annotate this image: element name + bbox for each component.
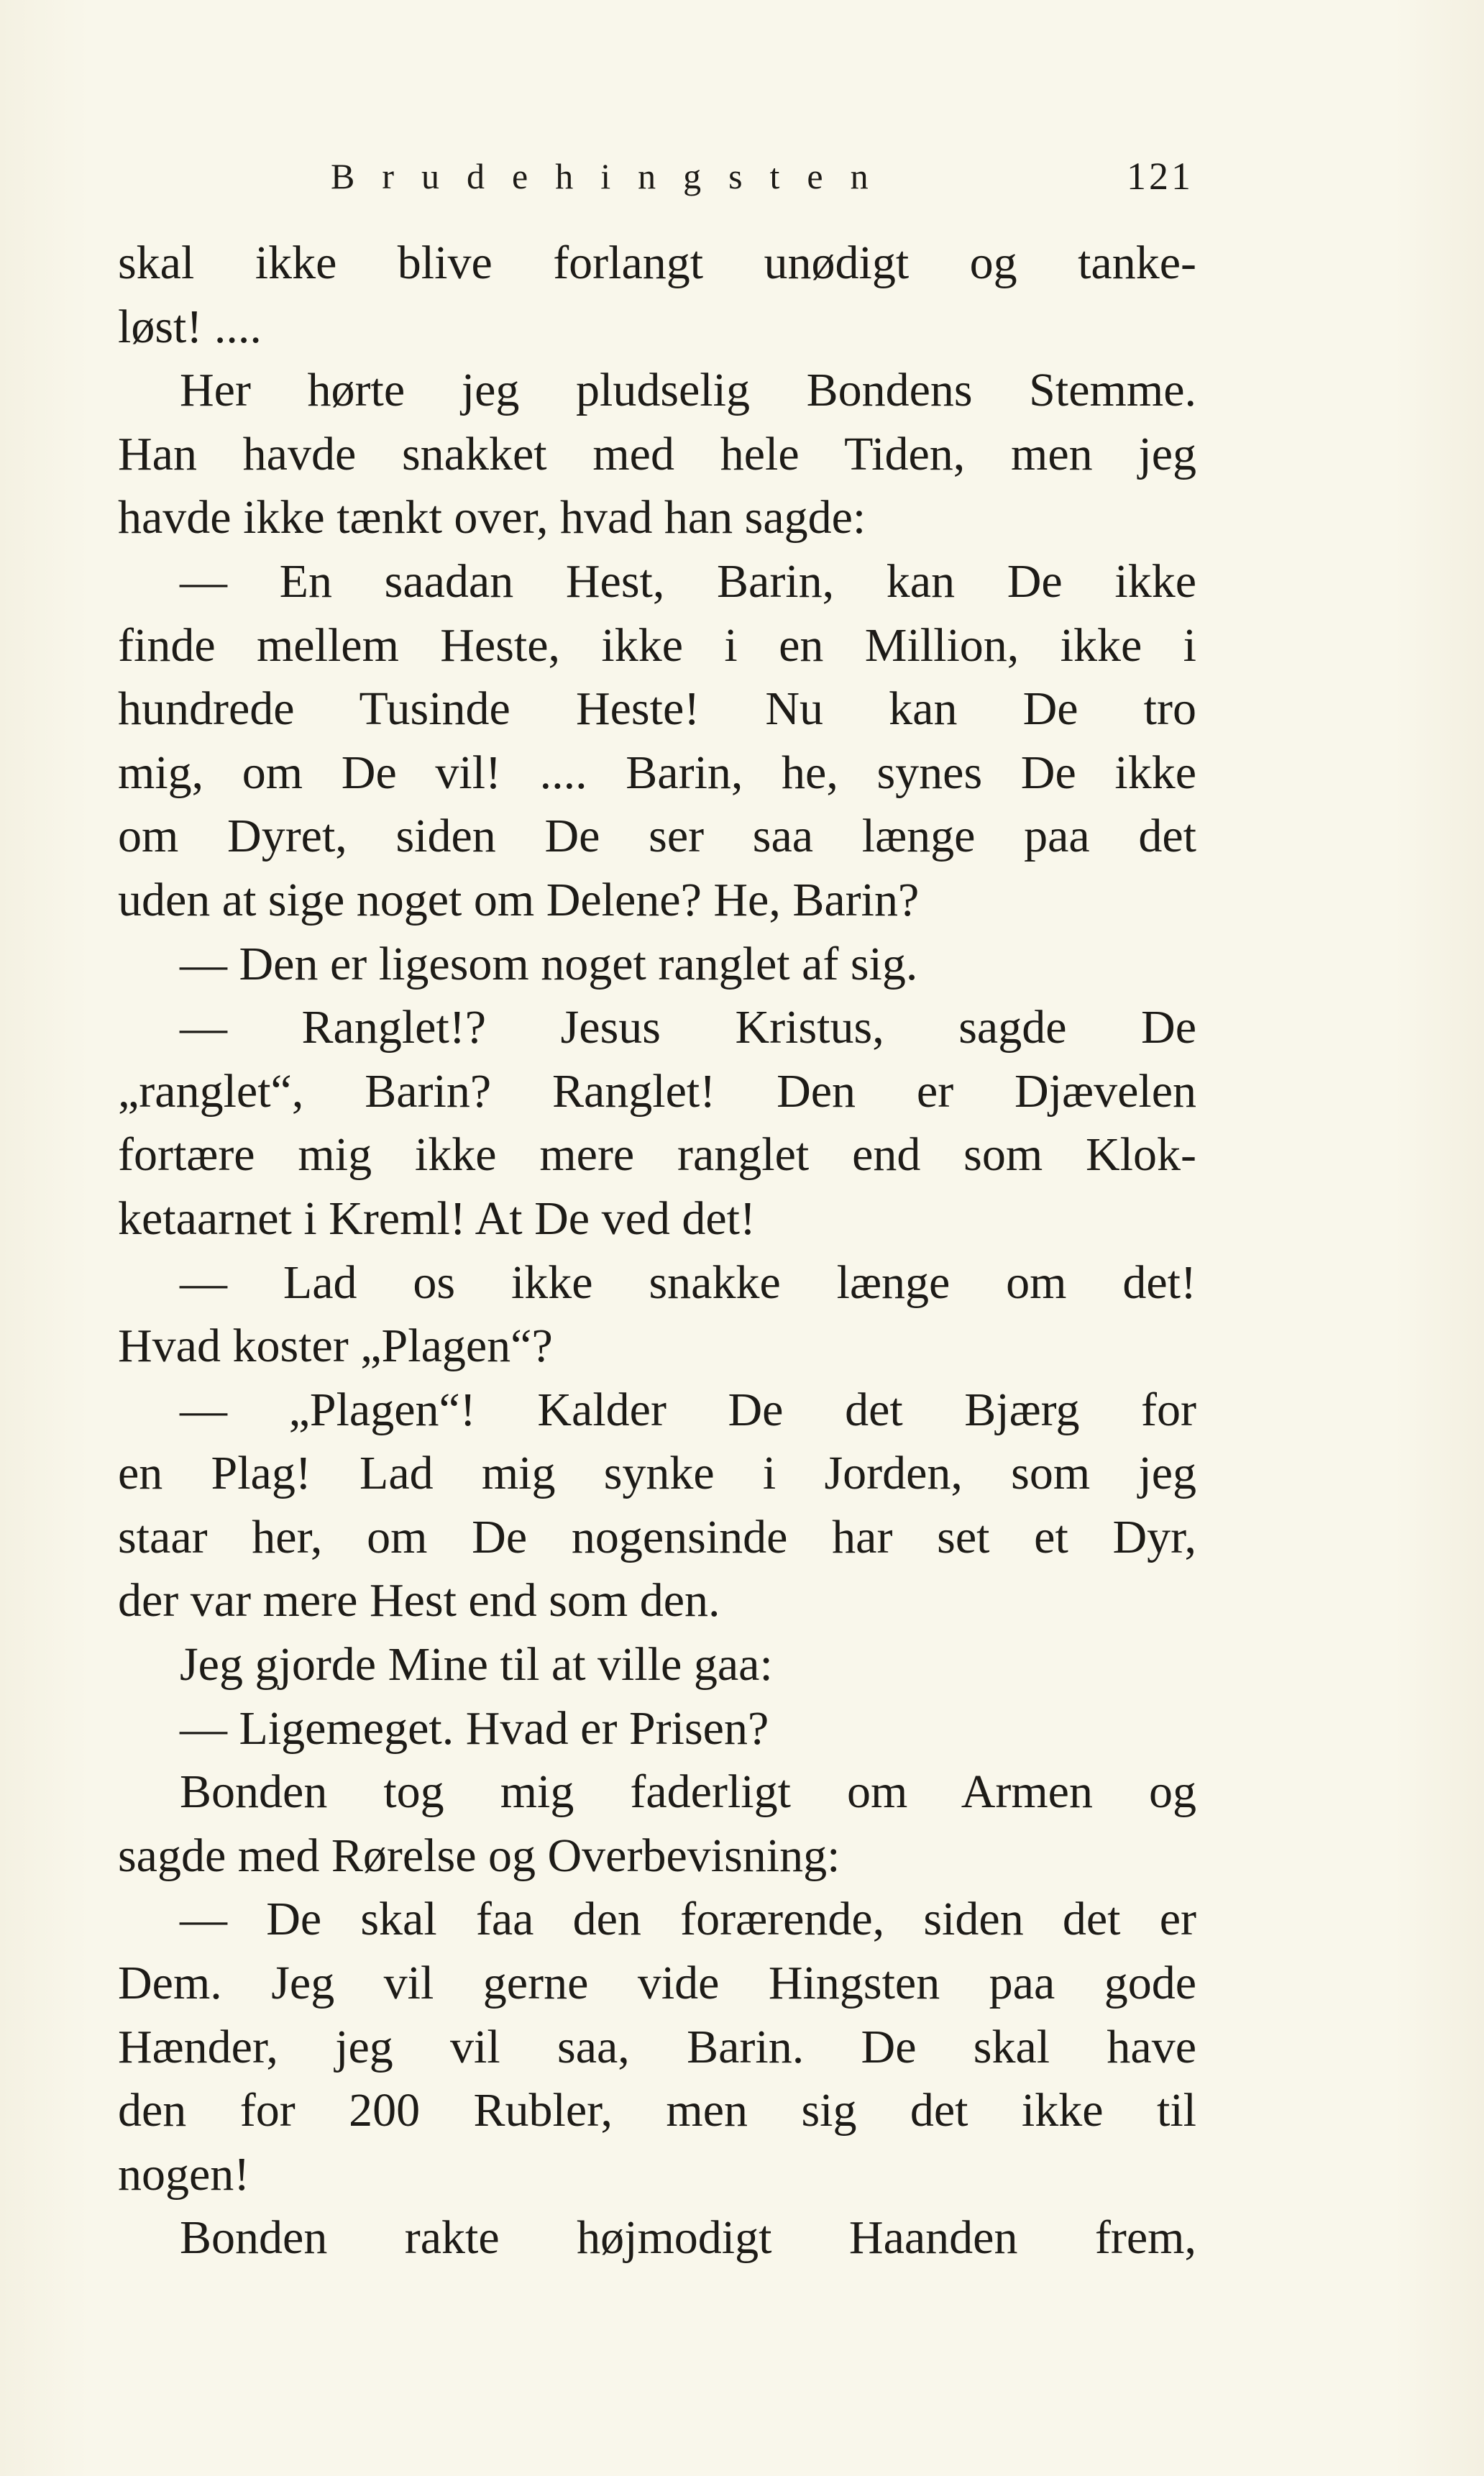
running-title: Brudehingsten	[331, 156, 896, 196]
text-line: havde ikke tænkt over, hvad han sagde:	[118, 491, 866, 544]
text-line: Hvad koster „Plagen“?	[118, 1320, 553, 1373]
text-line: ketaarnet i Kreml! At De ved det!	[118, 1192, 756, 1245]
text-line: — Lad os ikke snakke længe om det!	[180, 1256, 1196, 1309]
text-line: Jeg gjorde Mine til at ville gaa:	[180, 1638, 773, 1691]
page-number: 121	[1127, 155, 1194, 198]
text-line: finde mellem Heste, ikke i en Million, ikke i	[118, 618, 1196, 672]
text-line: fortære mig ikke mere ranglet end som Klok-	[118, 1128, 1196, 1182]
body-text	[118, 232, 1196, 2270]
text-line: mig, om De vil! .... Barin, he, synes De ikke	[118, 746, 1196, 799]
text-line: sagde med Rørelse og Overbevisning:	[118, 1829, 841, 1882]
text-line: — „Plagen“! Kalder De det Bjærg for	[180, 1383, 1196, 1436]
text-line: Han havde snakket med hele Tiden, men jeg	[118, 427, 1196, 480]
text-line: — En saadan Hest, Barin, kan De ikke	[180, 554, 1196, 608]
text-line: — Ranglet!? Jesus Kristus, sagde De	[180, 1001, 1196, 1054]
text-line: skal ikke blive forlangt unødigt og tanke-	[118, 237, 1196, 289]
text-line: staar her, om De nogensinde har set et Dyr,	[118, 1510, 1196, 1563]
text-line: Bonden tog mig faderligt om Armen og	[180, 1765, 1196, 1819]
running-head	[331, 144, 1194, 209]
text-line: — Den er ligesom noget ranglet af sig.	[180, 937, 918, 990]
text-line: løst! ....	[118, 300, 262, 353]
text-line: nogen!	[118, 2147, 250, 2201]
text-line: uden at sige noget om Delene? He, Barin?	[118, 873, 920, 926]
text-line: om Dyret, siden De ser saa længe paa det	[118, 810, 1196, 863]
text-line: — De skal faa den forærende, siden det er	[180, 1893, 1196, 1946]
text-line: en Plag! Lad mig synke i Jorden, som jeg	[118, 1447, 1196, 1500]
text-line: Bonden rakte højmodigt Haanden frem,	[180, 2211, 1196, 2265]
text-line: „ranglet“, Barin? Ranglet! Den er Djævelen	[118, 1064, 1196, 1118]
text-line: Dem. Jeg vil gerne vide Hingsten paa gode	[118, 1957, 1196, 2010]
text-line: der var mere Hest end som den.	[118, 1574, 720, 1627]
text-line: den for 200 Rubler, men sig det ikke til	[118, 2084, 1196, 2137]
text-line: Her hørte jeg pludselig Bondens Stemme.	[180, 364, 1196, 417]
text-line: — Ligemeget. Hvad er Prisen?	[180, 1701, 769, 1755]
text-line: hundrede Tusinde Heste! Nu kan De tro	[118, 682, 1196, 736]
text-line: Hænder, jeg vil saa, Barin. De skal have	[118, 2020, 1196, 2073]
